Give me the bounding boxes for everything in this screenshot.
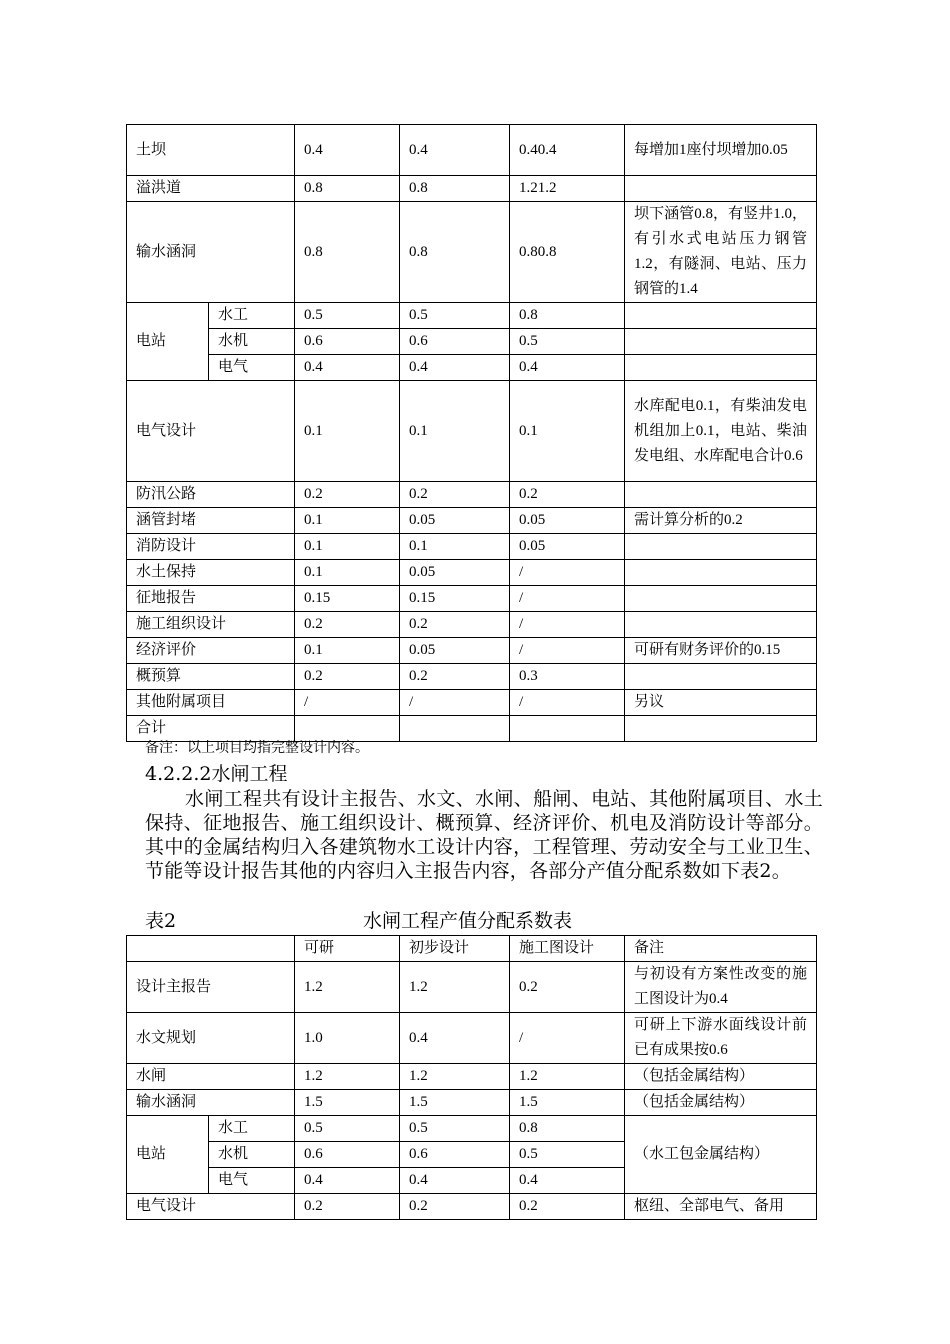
value-cell: 0.40.4 bbox=[510, 125, 625, 176]
value-cell: 0.1 bbox=[295, 381, 400, 482]
value-cell: 0.8 bbox=[510, 303, 625, 329]
value-cell: 0.5 bbox=[400, 1116, 510, 1142]
note-cell: 另议 bbox=[625, 690, 817, 716]
sub-item-name: 电气 bbox=[209, 355, 295, 381]
value-cell: 1.21.2 bbox=[510, 176, 625, 202]
table-row bbox=[127, 638, 817, 664]
value-cell: 0.2 bbox=[400, 612, 510, 638]
item-name: 水文规划 bbox=[127, 1013, 295, 1064]
value-cell: 0.2 bbox=[510, 1194, 625, 1220]
value-cell: 1.2 bbox=[295, 1064, 400, 1090]
item-name: 其他附属项目 bbox=[127, 690, 295, 716]
value-cell: 0.15 bbox=[295, 586, 400, 612]
value-cell: 0.80.8 bbox=[510, 202, 625, 303]
coefficient-table-2 bbox=[126, 935, 817, 1220]
note-cell bbox=[625, 716, 817, 742]
table-row bbox=[127, 1194, 817, 1220]
note-cell: （水工包金属结构） bbox=[625, 1116, 817, 1194]
item-name: 概预算 bbox=[127, 664, 295, 690]
note-cell bbox=[625, 560, 817, 586]
table-row bbox=[127, 125, 817, 176]
note-cell bbox=[625, 303, 817, 329]
value-cell: 0.1 bbox=[295, 508, 400, 534]
value-cell: 0.05 bbox=[400, 508, 510, 534]
group-name: 电站 bbox=[127, 1116, 209, 1194]
item-name: 征地报告 bbox=[127, 586, 295, 612]
value-cell: 1.5 bbox=[510, 1090, 625, 1116]
item-name: 水闸 bbox=[127, 1064, 295, 1090]
value-cell: 0.2 bbox=[400, 1194, 510, 1220]
value-cell: 0.1 bbox=[400, 534, 510, 560]
value-cell: 0.2 bbox=[295, 1194, 400, 1220]
value-cell: 0.5 bbox=[510, 329, 625, 355]
value-cell: 0.05 bbox=[510, 534, 625, 560]
table-row bbox=[127, 962, 817, 1013]
table-row bbox=[127, 534, 817, 560]
note-cell: （包括金属结构） bbox=[625, 1064, 817, 1090]
note-cell bbox=[625, 176, 817, 202]
section-heading: 4.2.2.2水闸工程 bbox=[145, 763, 288, 785]
value-cell: 0.2 bbox=[400, 482, 510, 508]
value-cell: 1.5 bbox=[400, 1090, 510, 1116]
body-paragraph: 水闸工程共有设计主报告、水文、水闸、船闸、电站、其他附属项目、水土保持、征地报告、施工组织设计、概预算、经济评价、机电及消防设计等部分。其中的金属结构归入各建筑物水工设计内容，工程管理、劳动安全与工业卫生、节能等设计报告其他的内容归入主报告内容，各部分产值分配系数如下表2。 bbox=[145, 788, 823, 882]
value-cell: 0.4 bbox=[400, 125, 510, 176]
value-cell: 0.1 bbox=[510, 381, 625, 482]
value-cell: 0.8 bbox=[400, 176, 510, 202]
table-row bbox=[127, 176, 817, 202]
sub-item-name: 水机 bbox=[209, 1142, 295, 1168]
value-cell bbox=[295, 716, 400, 742]
note-cell bbox=[625, 612, 817, 638]
item-name: 输水涵洞 bbox=[127, 202, 295, 303]
table-row bbox=[127, 586, 817, 612]
item-name: 涵管封堵 bbox=[127, 508, 295, 534]
sub-item-name: 水工 bbox=[209, 1116, 295, 1142]
group-name: 电站 bbox=[127, 303, 209, 381]
table-header-row bbox=[127, 936, 817, 962]
value-cell: 0.6 bbox=[400, 329, 510, 355]
table-caption-number: 表2 bbox=[145, 910, 177, 932]
sub-item-name: 水工 bbox=[209, 303, 295, 329]
sub-item-name: 水机 bbox=[209, 329, 295, 355]
value-cell: 0.8 bbox=[400, 202, 510, 303]
value-cell: 0.6 bbox=[295, 1142, 400, 1168]
value-cell: 1.2 bbox=[400, 962, 510, 1013]
value-cell: 0.4 bbox=[295, 125, 400, 176]
note-cell: 可研有财务评价的0.15 bbox=[625, 638, 817, 664]
column-header bbox=[127, 936, 295, 962]
note-cell bbox=[625, 586, 817, 612]
note-cell bbox=[625, 664, 817, 690]
column-header: 施工图设计 bbox=[510, 936, 625, 962]
table-row bbox=[127, 1116, 817, 1142]
item-name: 水土保持 bbox=[127, 560, 295, 586]
value-cell bbox=[510, 716, 625, 742]
table-row bbox=[127, 482, 817, 508]
table-row bbox=[127, 381, 817, 482]
note-cell: 与初设有方案性改变的施工图设计为0.4 bbox=[625, 962, 817, 1013]
value-cell: 0.05 bbox=[510, 508, 625, 534]
value-cell: 0.1 bbox=[295, 560, 400, 586]
table-row bbox=[127, 508, 817, 534]
value-cell: 0.4 bbox=[295, 1168, 400, 1194]
value-cell: 0.5 bbox=[400, 303, 510, 329]
value-cell: 1.0 bbox=[295, 1013, 400, 1064]
table-row bbox=[127, 690, 817, 716]
value-cell: 0.8 bbox=[510, 1116, 625, 1142]
value-cell: 0.4 bbox=[295, 355, 400, 381]
table-row bbox=[127, 355, 817, 381]
table-row bbox=[127, 560, 817, 586]
table-row bbox=[127, 1064, 817, 1090]
item-name: 输水涵洞 bbox=[127, 1090, 295, 1116]
note-cell bbox=[625, 482, 817, 508]
item-name: 电气设计 bbox=[127, 1194, 295, 1220]
value-cell: 0.5 bbox=[295, 1116, 400, 1142]
column-header: 备注 bbox=[625, 936, 817, 962]
value-cell: 0.2 bbox=[295, 664, 400, 690]
table-row bbox=[127, 1090, 817, 1116]
value-cell: 0.5 bbox=[295, 303, 400, 329]
table-row bbox=[127, 716, 817, 742]
value-cell: 0.5 bbox=[510, 1142, 625, 1168]
item-name: 防汛公路 bbox=[127, 482, 295, 508]
value-cell: 1.2 bbox=[510, 1064, 625, 1090]
table-row bbox=[127, 612, 817, 638]
value-cell: / bbox=[510, 612, 625, 638]
value-cell: 0.4 bbox=[510, 355, 625, 381]
item-name: 消防设计 bbox=[127, 534, 295, 560]
value-cell: 0.2 bbox=[510, 962, 625, 1013]
value-cell: / bbox=[510, 560, 625, 586]
value-cell: 0.8 bbox=[295, 176, 400, 202]
table-row bbox=[127, 1013, 817, 1064]
value-cell: / bbox=[510, 586, 625, 612]
item-name: 合计 bbox=[127, 716, 295, 742]
value-cell: 0.8 bbox=[295, 202, 400, 303]
value-cell: 0.15 bbox=[400, 586, 510, 612]
value-cell: / bbox=[295, 690, 400, 716]
value-cell: 0.1 bbox=[295, 534, 400, 560]
value-cell: 0.2 bbox=[400, 664, 510, 690]
item-name: 电气设计 bbox=[127, 381, 295, 482]
item-name: 经济评价 bbox=[127, 638, 295, 664]
value-cell: 0.4 bbox=[510, 1168, 625, 1194]
value-cell bbox=[400, 716, 510, 742]
value-cell: 0.4 bbox=[400, 1168, 510, 1194]
note-cell bbox=[625, 355, 817, 381]
value-cell: 0.1 bbox=[400, 381, 510, 482]
value-cell: 0.05 bbox=[400, 638, 510, 664]
item-name: 设计主报告 bbox=[127, 962, 295, 1013]
value-cell: 0.1 bbox=[295, 638, 400, 664]
value-cell: 0.2 bbox=[295, 612, 400, 638]
value-cell: 0.6 bbox=[295, 329, 400, 355]
note-cell: 水库配电0.1，有柴油发电机组加上0.1，电站、柴油发电组、水库配电合计0.6 bbox=[625, 381, 817, 482]
value-cell: 0.3 bbox=[510, 664, 625, 690]
note-cell: （包括金属结构） bbox=[625, 1090, 817, 1116]
note-cell: 坝下涵管0.8，有竖井1.0，有引水式电站压力钢管1.2，有隧洞、电站、压力钢管的1.4 bbox=[625, 202, 817, 303]
note-cell bbox=[625, 329, 817, 355]
value-cell: / bbox=[510, 690, 625, 716]
value-cell: 0.6 bbox=[400, 1142, 510, 1168]
value-cell: / bbox=[400, 690, 510, 716]
item-name: 土坝 bbox=[127, 125, 295, 176]
table-remark: 备注：以上项目均指完整设计内容。 bbox=[145, 740, 369, 756]
column-header: 初步设计 bbox=[400, 936, 510, 962]
note-cell: 可研上下游水面线设计前已有成果按0.6 bbox=[625, 1013, 817, 1064]
note-cell: 需计算分析的0.2 bbox=[625, 508, 817, 534]
value-cell: 0.2 bbox=[295, 482, 400, 508]
value-cell: 0.05 bbox=[400, 560, 510, 586]
column-header: 可研 bbox=[295, 936, 400, 962]
coefficient-table-1 bbox=[126, 124, 817, 742]
note-cell bbox=[625, 534, 817, 560]
value-cell: 0.4 bbox=[400, 355, 510, 381]
value-cell: 1.5 bbox=[295, 1090, 400, 1116]
value-cell: 1.2 bbox=[400, 1064, 510, 1090]
table-row bbox=[127, 202, 817, 303]
table-row bbox=[127, 664, 817, 690]
item-name: 施工组织设计 bbox=[127, 612, 295, 638]
note-cell: 枢纽、全部电气、备用 bbox=[625, 1194, 817, 1220]
table-caption-title: 水闸工程产值分配系数表 bbox=[363, 910, 573, 932]
table-row bbox=[127, 329, 817, 355]
table-row bbox=[127, 303, 817, 329]
note-cell: 每增加1座付坝增加0.05 bbox=[625, 125, 817, 176]
value-cell: / bbox=[510, 1013, 625, 1064]
item-name: 溢洪道 bbox=[127, 176, 295, 202]
value-cell: 0.4 bbox=[400, 1013, 510, 1064]
value-cell: 0.2 bbox=[510, 482, 625, 508]
value-cell: / bbox=[510, 638, 625, 664]
sub-item-name: 电气 bbox=[209, 1168, 295, 1194]
value-cell: 1.2 bbox=[295, 962, 400, 1013]
